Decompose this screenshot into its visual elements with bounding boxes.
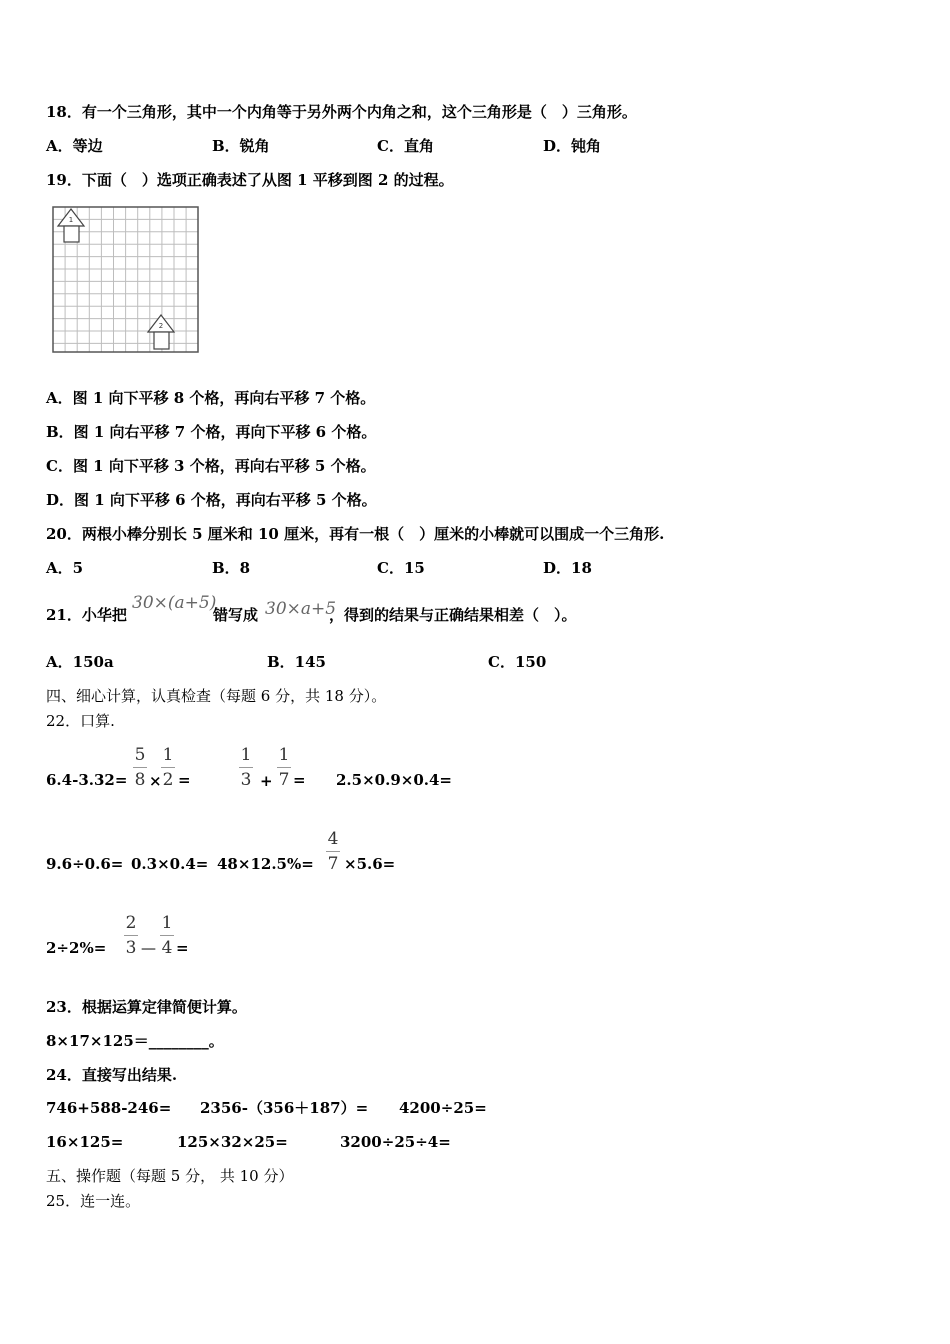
q22-r3-b-operator: — — [141, 939, 156, 957]
fraction-bar — [160, 935, 174, 936]
q22-r1-a: 6.4-3.32= — [46, 771, 128, 789]
q22-r2-a: 9.6÷0.6= — [46, 855, 124, 873]
denominator: 4 — [161, 938, 173, 958]
q19-stem: 19．下面（ ）选项正确表述了从图 1 平移到图 2 的过程。 — [46, 171, 454, 189]
q24-r1-c: 4200÷25= — [399, 1099, 487, 1117]
q19-option-c: C．图 1 向下平移 3 个格，再向右平移 5 个格。 — [46, 457, 376, 475]
q22-r3-b-fraction-2 — [160, 913, 174, 958]
q21-stem-part-a: 21．小华把 — [46, 606, 127, 624]
q19-option-b: B．图 1 向右平移 7 个格，再向下平移 6 个格。 — [46, 423, 377, 441]
q24-r1-a: 746+588-246= — [46, 1099, 172, 1117]
q22-r2-c: 48×12.5%= — [217, 855, 314, 873]
fraction-bar — [326, 851, 340, 852]
q21-expression-wrong: 30×a+5 — [265, 599, 337, 619]
q20-option-b: B．8 — [212, 559, 251, 577]
fraction-bar — [133, 767, 147, 768]
q18-option-c: C．直角 — [377, 137, 434, 155]
q22-r1-b-operator: × — [149, 772, 162, 790]
q22-r1-b-fraction-1 — [133, 745, 147, 790]
q20-option-c: C．15 — [377, 559, 425, 577]
q22-r3-b-equals: = — [176, 939, 189, 957]
q21-expression-correct: 30×(a+5) — [132, 593, 217, 613]
q24-r2-c: 3200÷25÷4= — [340, 1133, 451, 1151]
q25-stem: 25．连一连。 — [46, 1192, 141, 1210]
q24-stem: 24．直接写出结果. — [46, 1066, 178, 1084]
figure-1-house — [58, 209, 84, 242]
q19-option-d: D．图 1 向下平移 6 个格，再向右平移 5 个格。 — [46, 491, 377, 509]
fraction-bar — [161, 767, 175, 768]
q22-r3-b-fraction-1 — [124, 913, 138, 958]
section-5-title: 五、操作题（每题 5 分， 共 10 分） — [46, 1167, 294, 1185]
q21-option-c: C．150 — [488, 653, 547, 671]
q20-stem: 20．两根小棒分别长 5 厘米和 10 厘米，再有一根（ ）厘米的小棒就可以围成一个三角形. — [46, 525, 665, 543]
fraction-bar — [277, 767, 291, 768]
fraction-bar — [124, 935, 138, 936]
q20-option-a: A．5 — [46, 559, 84, 577]
q21-option-a: A．150a — [46, 653, 114, 671]
denominator: 8 — [134, 770, 146, 790]
denominator: 7 — [278, 770, 290, 790]
q24-r1-b: 2356-（356＋187）= — [200, 1099, 369, 1117]
denominator: 3 — [240, 770, 252, 790]
numerator: 5 — [134, 745, 146, 765]
q22-stem: 22．口算. — [46, 712, 115, 730]
fraction-bar — [239, 767, 253, 768]
figure-1-label: 1 — [68, 216, 74, 224]
q22-r1-d: 2.5×0.9×0.4= — [336, 771, 452, 789]
q19-option-a: A．图 1 向下平移 8 个格，再向右平移 7 个格。 — [46, 389, 376, 407]
q22-r1-c-operator: + — [260, 772, 273, 790]
numerator: 1 — [162, 745, 174, 765]
q22-r1-c-equals: = — [293, 771, 306, 789]
q20-option-d: D．18 — [543, 559, 592, 577]
q23-stem: 23．根据运算定律简便计算。 — [46, 998, 247, 1016]
q21-option-b: B．145 — [267, 653, 326, 671]
q18-option-d: D．钝角 — [543, 137, 602, 155]
numerator: 1 — [161, 913, 173, 933]
numerator: 2 — [125, 913, 137, 933]
q23-expression: 8×17×125＝________。 — [46, 1032, 224, 1050]
section-4-title: 四、细心计算，认真检查（每题 6 分，共 18 分）。 — [46, 687, 387, 705]
q22-r1-c-fraction-1 — [239, 745, 253, 790]
denominator: 2 — [162, 770, 174, 790]
denominator: 3 — [125, 938, 137, 958]
q22-r2-d-tail: ×5.6= — [344, 855, 396, 873]
q22-r1-c-fraction-2 — [277, 745, 291, 790]
translation-grid-figure — [50, 204, 202, 356]
q24-r2-b: 125×32×25= — [177, 1133, 288, 1151]
q22-r2-b: 0.3×0.4= — [131, 855, 209, 873]
q22-r1-b-equals: = — [178, 771, 191, 789]
q21-stem-part-c: ，得到的结果与正确结果相差（ ）。 — [329, 606, 577, 624]
q18-option-a: A．等边 — [46, 137, 103, 155]
numerator: 4 — [327, 829, 339, 849]
q24-r2-a: 16×125= — [46, 1133, 124, 1151]
numerator: 1 — [278, 745, 290, 765]
numerator: 1 — [240, 745, 252, 765]
q22-r1-b-fraction-2 — [161, 745, 175, 790]
q22-r3-a: 2÷2%= — [46, 939, 107, 957]
denominator: 7 — [327, 854, 339, 874]
q18-stem: 18．有一个三角形，其中一个内角等于另外两个内角之和，这个三角形是（ ）三角形。 — [46, 103, 637, 121]
q22-r2-d-fraction — [326, 829, 340, 874]
q21-stem-part-b: 错写成 — [213, 606, 259, 624]
figure-2-label: 2 — [158, 322, 164, 330]
q18-option-b: B．锐角 — [212, 137, 270, 155]
